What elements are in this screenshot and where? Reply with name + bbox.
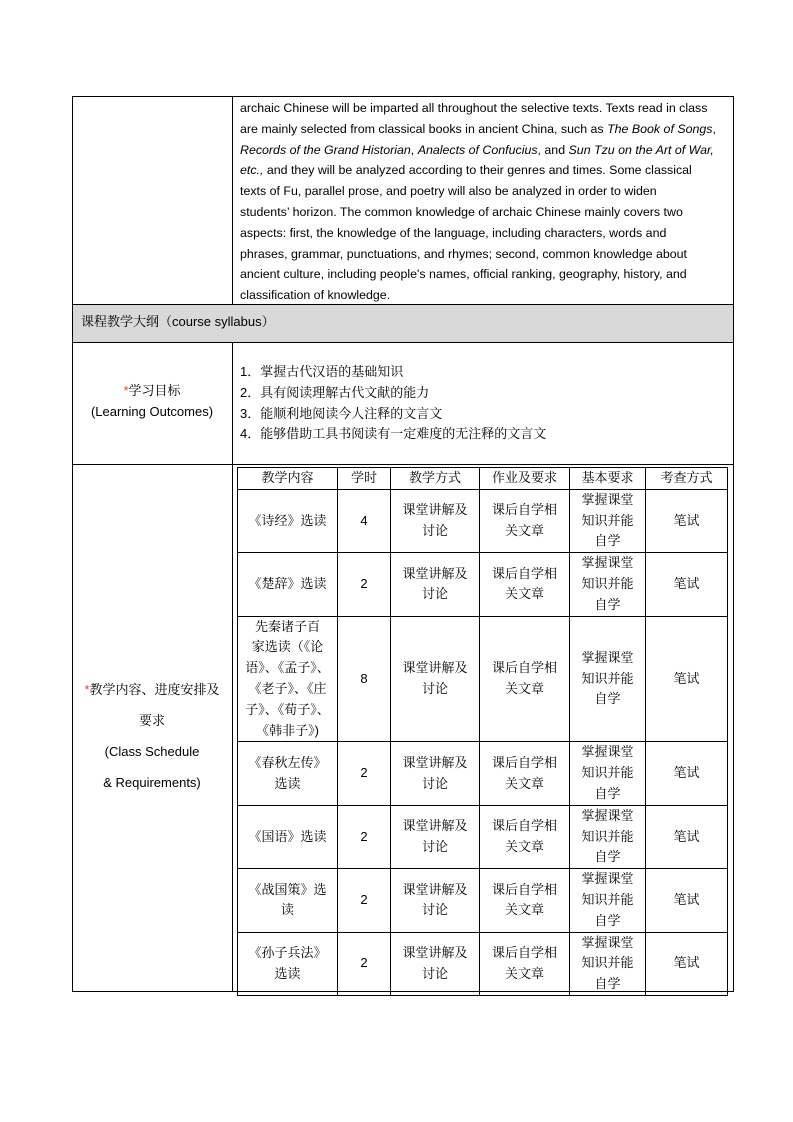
divider <box>72 342 734 343</box>
requirement-cell <box>570 742 646 805</box>
border-bottom <box>72 991 734 992</box>
cell-line: 课堂讲解及 <box>402 881 468 897</box>
cell-line: 讨论 <box>421 522 448 538</box>
cell-line: 掌握课堂 <box>581 555 634 571</box>
cell-line: 课后自学相 <box>491 818 557 834</box>
cell-line: 知识并能 <box>581 955 634 971</box>
content-cell <box>238 932 338 995</box>
course-description: archaic Chinese will be imparted all throughout the selective texts. Texts read in class are mainly selected from classical books in ancient China, such as The Book of Songs, Records of the Grand Historian, Analects of Confucius, and Sun Tzu on the Art of War, etc., and they will be analyzed according to their genres and times. Some classical texts of Fu, parallel prose, and poetry will also be analyzed in order to widen students’ horizon. The common knowledge of archaic Chinese mainly covers two aspects: first, the knowledge of the language, including characters, words and phrases, grammar, punctuations, and rhymes; second, common knowledge about ancient culture, including people's names, official ranking, geography, history, and classification of knowledge. <box>240 101 716 303</box>
table-row <box>238 553 728 616</box>
method-cell <box>391 869 480 932</box>
method-cell <box>391 742 480 805</box>
learning-outcomes-list <box>240 362 546 445</box>
content-cell <box>238 805 338 868</box>
exam-cell: 笔试 <box>646 742 728 805</box>
list-item: 3．能顺利地阅读今人注释的文言文 <box>240 405 443 421</box>
method-cell <box>391 553 480 616</box>
syllabus-header: 课程教学大纲（course syllabus） <box>81 314 275 329</box>
cell-line: 知识并能 <box>581 670 634 686</box>
cell-line: 知识并能 <box>581 765 634 781</box>
table-row <box>238 869 728 932</box>
hours-cell: 2 <box>338 742 391 805</box>
requirement-cell <box>570 616 646 742</box>
cell-line: 家选读（《论 <box>251 639 324 655</box>
cell-line: 《韩非子》) <box>256 722 319 738</box>
exam-cell: 笔试 <box>646 869 728 932</box>
exam-cell: 笔试 <box>646 805 728 868</box>
content-cell <box>238 742 338 805</box>
cell-line: 知识并能 <box>581 828 634 844</box>
exam-cell: 笔试 <box>646 553 728 616</box>
cell-line: 自学 <box>594 976 621 992</box>
cell-line: 课后自学相 <box>491 660 557 676</box>
required-star: * <box>123 383 129 398</box>
cell-line: 自学 <box>594 912 621 928</box>
header-content: 教学内容 <box>238 468 338 490</box>
exam-cell: 笔试 <box>646 616 728 742</box>
cell-line: 讨论 <box>421 775 448 791</box>
cell-line: 语》、《孟子》、 <box>245 660 330 676</box>
cell-line: 课堂讲解及 <box>402 944 468 960</box>
cell-line: 掌握课堂 <box>581 649 634 665</box>
method-cell <box>391 489 480 552</box>
cell-line: 课后自学相 <box>491 944 557 960</box>
hours-cell: 2 <box>338 553 391 616</box>
cell-line: 课堂讲解及 <box>402 818 468 834</box>
cell-line: 课堂讲解及 <box>402 565 468 581</box>
divider <box>232 342 233 992</box>
required-star: * <box>84 682 90 697</box>
cell-line: 课后自学相 <box>491 502 557 518</box>
content-cell <box>238 869 338 932</box>
cell-line: 自学 <box>594 785 621 801</box>
cell-line: 讨论 <box>421 965 448 981</box>
homework-cell <box>480 805 570 868</box>
table-row <box>238 616 728 742</box>
cell-line: 选读 <box>274 965 301 981</box>
list-item: 4．能够借助工具书阅读有一定难度的无注释的文言文 <box>240 426 547 442</box>
cell-line: 掌握课堂 <box>581 744 634 760</box>
exam-cell: 笔试 <box>646 489 728 552</box>
divider <box>232 96 233 304</box>
syllabus-form <box>72 96 734 992</box>
hours-cell: 2 <box>338 805 391 868</box>
cell-line: 关文章 <box>504 586 544 602</box>
cell-line: 关文章 <box>504 680 544 696</box>
cell-line: 关文章 <box>504 965 544 981</box>
cell-line: 课后自学相 <box>491 754 557 770</box>
table-row <box>238 489 728 552</box>
cell-line: 自学 <box>594 533 621 549</box>
cell-line: 自学 <box>594 596 621 612</box>
cell-line: 读 <box>280 902 294 918</box>
cell-line: 课堂讲解及 <box>402 502 468 518</box>
cell-line: 《春秋左传》 <box>248 754 327 770</box>
cell-line: 《战国策》选 <box>248 881 327 897</box>
exam-cell: 笔试 <box>646 932 728 995</box>
hours-cell: 2 <box>338 932 391 995</box>
cell-line: 先秦诸子百 <box>254 618 320 634</box>
learning-outcomes-label: *学习目标 (Learning Outcomes) <box>90 383 214 419</box>
table-row <box>238 805 728 868</box>
table-row <box>238 932 728 995</box>
content-cell <box>238 489 338 552</box>
cell-line: 讨论 <box>421 586 448 602</box>
requirement-cell <box>570 932 646 995</box>
cell-line: 自学 <box>594 849 621 865</box>
cell-line: 关文章 <box>504 522 544 538</box>
cell-line: 《老子》、《庄 <box>248 680 327 696</box>
schedule-table <box>237 467 728 996</box>
border-top <box>72 96 734 97</box>
header-exam: 考查方式 <box>646 468 728 490</box>
cell-line: 选读 <box>274 775 301 791</box>
cell-line: 讨论 <box>421 680 448 696</box>
cell-line: 课后自学相 <box>491 881 557 897</box>
hours-cell: 8 <box>338 616 391 742</box>
table-row <box>238 742 728 805</box>
cell-line: 知识并能 <box>581 575 634 591</box>
homework-cell <box>480 616 570 742</box>
cell-line: 《楚辞》选读 <box>248 575 327 591</box>
cell-line: 知识并能 <box>581 512 634 528</box>
cell-line: 子》、《荀子》、 <box>245 701 330 717</box>
header-homework: 作业及要求 <box>480 468 570 490</box>
border-right <box>733 96 734 992</box>
header-method: 教学方式 <box>391 468 480 490</box>
homework-cell <box>480 742 570 805</box>
homework-cell <box>480 869 570 932</box>
cell-line: 自学 <box>594 691 621 707</box>
cell-line: 课后自学相 <box>491 565 557 581</box>
cell-line: 《诗经》选读 <box>248 512 327 528</box>
cell-line: 讨论 <box>421 902 448 918</box>
cell-line: 知识并能 <box>581 891 634 907</box>
hours-cell: 2 <box>338 869 391 932</box>
border-left <box>72 96 73 992</box>
content-cell <box>238 553 338 616</box>
cell-line: 《国语》选读 <box>248 828 327 844</box>
hours-cell: 4 <box>338 489 391 552</box>
syllabus-header-band <box>72 304 734 342</box>
homework-cell <box>480 489 570 552</box>
homework-cell <box>480 932 570 995</box>
cell-line: 掌握课堂 <box>581 491 634 507</box>
requirement-cell <box>570 489 646 552</box>
cell-line: 讨论 <box>421 838 448 854</box>
divider <box>72 304 734 305</box>
cell-line: 《孙子兵法》 <box>248 944 327 960</box>
cell-line: 关文章 <box>504 902 544 918</box>
homework-cell <box>480 553 570 616</box>
header-requirement: 基本要求 <box>570 468 646 490</box>
list-item: 2．具有阅读理解古代文献的能力 <box>240 384 430 400</box>
schedule-label: *教学内容、进度安排及 要求 (Class Schedule & Requirements) <box>84 682 220 790</box>
cell-line: 掌握课堂 <box>581 871 634 887</box>
cell-line: 关文章 <box>504 838 544 854</box>
requirement-cell <box>570 869 646 932</box>
cell-line: 掌握课堂 <box>581 807 634 823</box>
divider <box>72 464 734 465</box>
requirement-cell <box>570 805 646 868</box>
cell-line: 课堂讲解及 <box>402 754 468 770</box>
method-cell <box>391 805 480 868</box>
method-cell <box>391 616 480 742</box>
cell-line: 课堂讲解及 <box>402 660 468 676</box>
cell-line: 关文章 <box>504 775 544 791</box>
requirement-cell <box>570 553 646 616</box>
method-cell <box>391 932 480 995</box>
list-item: 1．掌握古代汉语的基础知识 <box>240 364 404 379</box>
header-hours: 学时 <box>338 468 391 490</box>
table-header-row <box>238 468 728 490</box>
cell-line: 掌握课堂 <box>581 934 634 950</box>
content-cell <box>238 616 338 742</box>
